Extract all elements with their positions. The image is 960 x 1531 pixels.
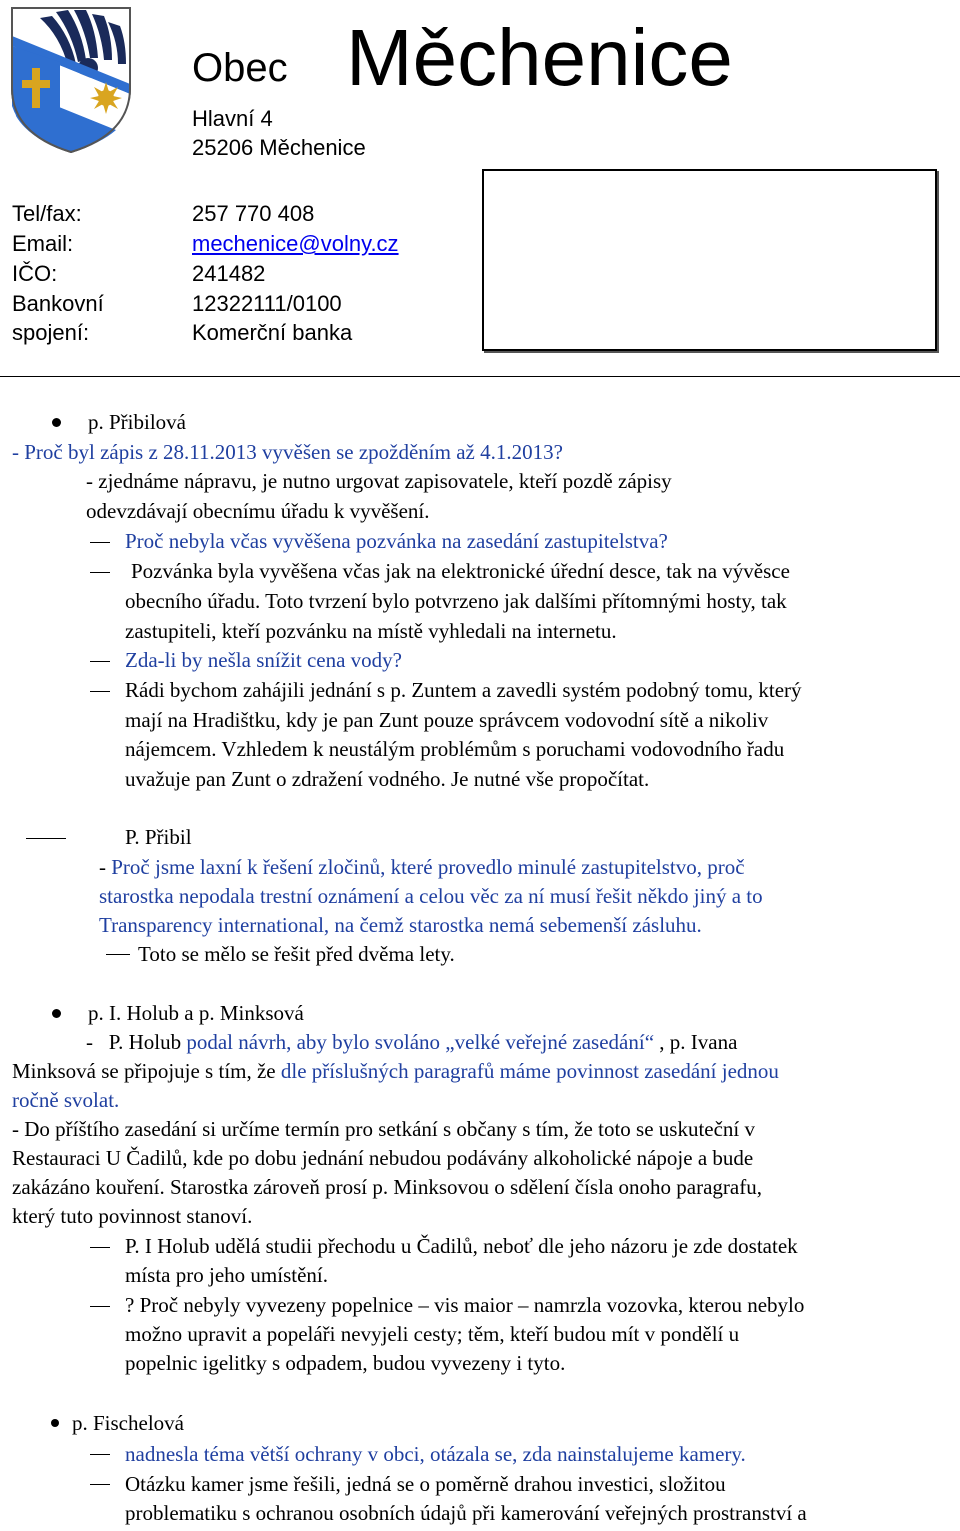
- answer-text: ? Proč nebyly vyvezeny popelnice – vis maior – namrzla vozovka, kterou nebylo: [125, 1293, 805, 1317]
- text-run: - P. Holub: [86, 1030, 187, 1054]
- question-text: Proč nebyla včas vyvěšena pozvánka na zasedání zastupitelstva?: [125, 529, 668, 553]
- bullet: [51, 1419, 59, 1427]
- dash-marker: [90, 1454, 110, 1455]
- stamp-box: [482, 169, 937, 351]
- answer-text: možno upravit a popeláři nevyjeli cesty; těm, kteří budou mít v pondělí u: [125, 1322, 740, 1346]
- coat-of-arms-logo: [10, 6, 132, 154]
- answer-text: nájemcem. Vzhledem k neustálým problémům s poruchami vodovodního řadu: [125, 737, 785, 761]
- obec-label: Obec: [192, 46, 288, 90]
- answer-text: který tuto povinnost stanoví.: [12, 1204, 253, 1228]
- answer-text: uvažuje pan Zunt o zdražení vodného. Je nutné vše propočítat.: [125, 767, 650, 791]
- answer-text: - zjednáme nápravu, je nutno urgovat zapisovatele, kteří pozdě zápisy: [86, 469, 672, 493]
- answer-text: - Do příštího zasedání si určíme termín pro setkání s občany s tím, že toto se uskuteční v: [12, 1117, 755, 1141]
- question-text: Zda-li by nešla snížit cena vody?: [125, 648, 402, 672]
- address-street: Hlavní 4: [192, 106, 273, 131]
- answer-text: Restauraci U Čadilů, kde po dobu jednání nebudou podávány alkoholické nápoje a bude: [12, 1146, 754, 1170]
- answer-text: Otázku kamer jsme řešili, jedná se o poměrně drahou investici, složitou: [125, 1472, 726, 1496]
- answer-text: obecního úřadu. Toto tvrzení bylo potvrzeno jak dalšími přítomnými hosty, tak: [125, 589, 787, 613]
- question-text: podal návrh, aby bylo svoláno „velké veřejné zasedání“: [186, 1030, 655, 1054]
- answer-text: zakázáno kouření. Starostka zároveň prosí p. Minksovou o sdělení čísla onoho paragrafu,: [12, 1175, 762, 1199]
- bank-account: 12322111/0100: [192, 291, 342, 316]
- dash-marker: [90, 1484, 110, 1485]
- bank-label-line1: Bankovní: [12, 291, 104, 316]
- bank-name: Komerční banka: [192, 320, 353, 345]
- ico-label: IČO:: [12, 261, 58, 286]
- dash-marker: [90, 691, 110, 692]
- answer-text: Toto se mělo se řešit před dvěma lety.: [138, 942, 455, 966]
- header-divider: [0, 376, 960, 377]
- speaker-name: p. Přibilová: [88, 410, 186, 434]
- dash-marker: [106, 954, 130, 955]
- text-run: , p. Ivana: [654, 1030, 738, 1054]
- dash-marker: [90, 661, 110, 662]
- question-dash: -: [99, 855, 112, 879]
- email-link[interactable]: mechenice@volny.cz: [192, 231, 399, 256]
- answer-text: popelnic igelitky s odpadem, budou vyvezeny i tyto.: [125, 1351, 566, 1375]
- answer-text: Rádi bychom zahájili jednání s p. Zuntem a zavedli systém podobný tomu, který: [125, 678, 802, 702]
- question-text: Proč jsme laxní k řešení zločinů, které provedlo minulé zastupitelstvo, proč: [111, 855, 745, 879]
- bank-label-line2: spojení:: [12, 320, 90, 345]
- question-line: [99, 853, 745, 882]
- telfax-value: 257 770 408: [192, 201, 315, 226]
- question-text: dle příslušných paragrafů máme povinnost zasedání jednou: [280, 1059, 779, 1083]
- answer-text: místa pro jeho umístění.: [125, 1263, 328, 1287]
- answer-text: P. I Holub udělá studii přechodu u Čadilů, neboť dle jeho názoru je zde dostatek: [125, 1234, 798, 1258]
- dash-marker: [90, 542, 110, 543]
- dash-marker: [90, 572, 110, 573]
- speaker-name: P. Přibil: [125, 825, 192, 849]
- question-text: Transparency international, na čemž starostka nemá sebemenší zásluhu.: [99, 913, 702, 937]
- answer-text: zastupiteli, kteří pozvánku na místě vyhledali na internetu.: [125, 619, 617, 643]
- question-text: - Proč byl zápis z 28.11.2013 vyvěšen se zpožděním až 4.1.2013?: [12, 440, 563, 464]
- dash-marker: [90, 1306, 110, 1307]
- address-city: 25206 Měchenice: [192, 135, 366, 160]
- bullet: [52, 1009, 61, 1018]
- question-text: starostka nepodala trestní oznámení a celou věc za ní musí řešit někdo jiný a to: [99, 884, 763, 908]
- paragraph-line: [12, 1057, 779, 1086]
- paragraph-line: [86, 1028, 737, 1057]
- answer-text: odevzdávají obecnímu úřadu k vyvěšení.: [86, 499, 430, 523]
- question-text: ročně svolat.: [12, 1088, 120, 1112]
- speaker-name: p. I. Holub a p. Minksová: [88, 1001, 304, 1025]
- text-run: Minksová se připojuje s tím, že: [12, 1059, 281, 1083]
- question-text: nadnesla téma větší ochrany v obci, otázala se, zda nainstalujeme kamery.: [125, 1442, 746, 1466]
- email-label: Email:: [12, 231, 74, 256]
- answer-text: problematiku s ochranou osobních údajů při kamerování veřejných prostranství a: [125, 1501, 807, 1525]
- telfax-label: Tel/fax:: [12, 201, 82, 226]
- answer-text: Pozvánka byla vyvěšena včas jak na elektronické úřední desce, tak na vývěsce: [131, 559, 790, 583]
- dash-marker: [90, 1247, 110, 1248]
- speaker-name: p. Fischelová: [72, 1411, 184, 1435]
- bullet: [52, 418, 61, 427]
- ico-value: 241482: [192, 261, 266, 286]
- municipality-name: Měchenice: [346, 13, 733, 102]
- dash-marker: [26, 838, 66, 839]
- answer-text: mají na Hradištku, kdy je pan Zunt pouze správcem vodovodní sítě a nikoliv: [125, 708, 769, 732]
